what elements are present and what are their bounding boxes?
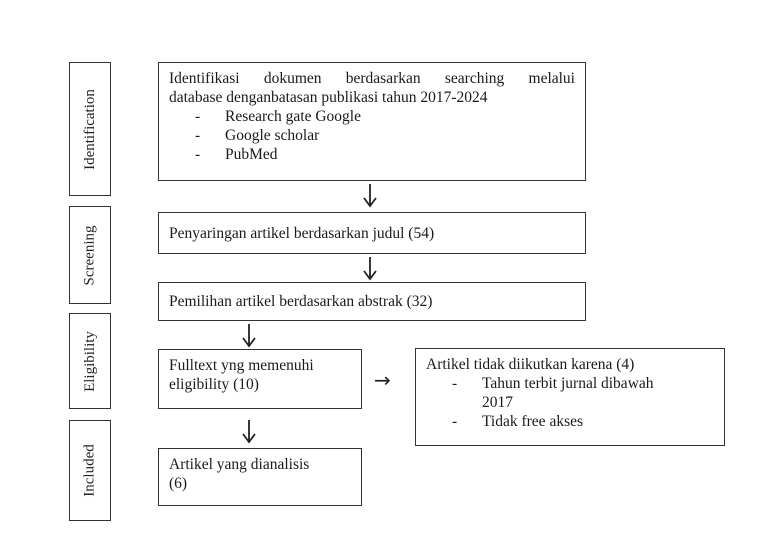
abstract-text: Pemilihan artikel berdasarkan abstrak (32) xyxy=(169,293,433,310)
source-item xyxy=(195,126,575,145)
arrow-down-icon xyxy=(239,323,259,349)
included-box xyxy=(158,448,362,506)
eligibility-line-2: eligibility (10) xyxy=(169,376,259,393)
bullet-dash: - xyxy=(452,413,458,430)
exclusion-reason xyxy=(452,412,714,431)
eligibility-line-1: Fulltext yng memenuhi xyxy=(169,357,314,374)
bullet-dash: - xyxy=(195,127,201,144)
bullet-dash: - xyxy=(195,108,201,125)
source-item xyxy=(195,145,575,164)
screening-text: Penyaringan artikel berdasarkan judul (54) xyxy=(169,225,435,242)
stage-included xyxy=(69,420,111,521)
exclusion-reason-line-2: 2017 xyxy=(482,394,513,411)
stage-identification-label: Identification xyxy=(81,88,98,170)
exclusion-reason xyxy=(452,374,714,412)
source-item xyxy=(195,107,575,126)
exclusion-reasons xyxy=(452,374,714,431)
source-label: Research gate Google xyxy=(225,108,361,125)
stage-included-label: Included xyxy=(81,444,98,497)
abstract-box xyxy=(158,282,586,321)
included-line-1: Artikel yang dianalisis xyxy=(169,456,310,473)
arrow-down-icon xyxy=(239,419,259,445)
screening-box xyxy=(158,212,586,254)
eligibility-box xyxy=(158,349,362,409)
arrow-down-icon xyxy=(360,183,380,209)
bullet-dash: - xyxy=(195,146,201,163)
stage-screening-label: Screening xyxy=(81,225,98,285)
source-label: Google scholar xyxy=(225,127,320,144)
exclusion-reason-line-1: Tahun terbit jurnal dibawah xyxy=(482,375,654,392)
excluded-box xyxy=(415,348,725,446)
identification-box xyxy=(158,62,586,181)
arrow-right-icon: → xyxy=(374,368,391,392)
stage-screening xyxy=(69,206,111,304)
bullet-dash: - xyxy=(452,375,458,392)
stage-eligibility xyxy=(69,313,111,409)
arrow-down-icon xyxy=(360,256,380,282)
exclusion-reason-text: Tidak free akses xyxy=(482,413,584,430)
stage-identification xyxy=(69,62,111,196)
identification-line-1: Identifikasi dokumen berdasarkan searching melalui xyxy=(169,70,575,87)
source-list xyxy=(195,107,575,164)
stage-eligibility-label: Eligibility xyxy=(81,330,98,392)
excluded-title: Artikel tidak diikutkan karena (4) xyxy=(426,356,635,373)
identification-line-2: database denganbatasan publikasi tahun 2017-2024 xyxy=(169,89,488,106)
source-label: PubMed xyxy=(225,146,278,163)
included-line-2: (6) xyxy=(169,475,188,492)
